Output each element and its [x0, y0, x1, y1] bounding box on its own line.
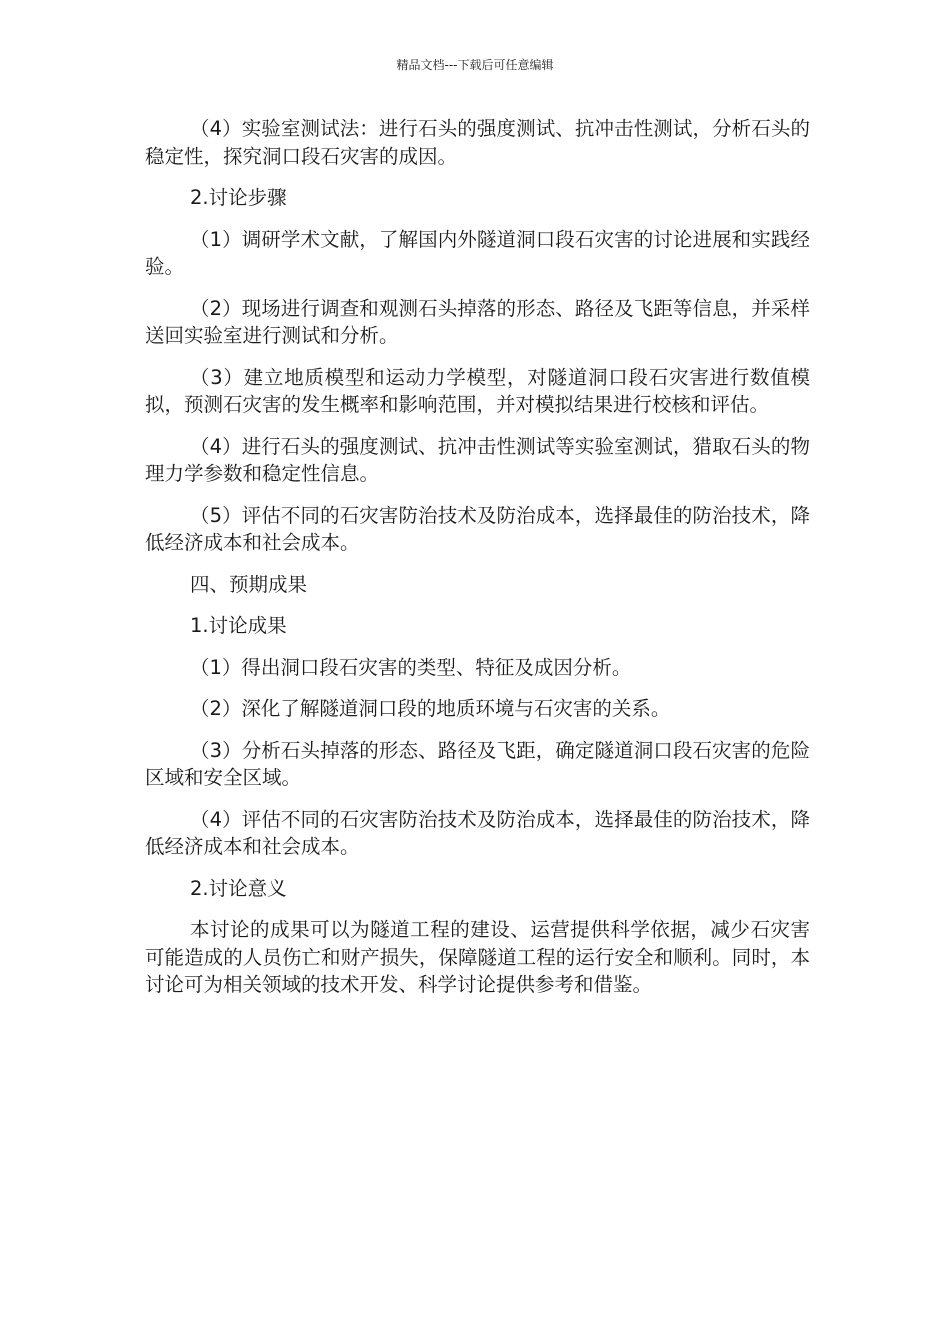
document-body	[145, 115, 810, 1013]
heading-discussion-significance: 2.讨论意义	[190, 876, 287, 900]
heading-discussion-results: 1.讨论成果	[190, 614, 287, 637]
result-2: （2）深化了解隧道洞口段的地质环境与石灾害的关系。	[190, 697, 671, 720]
result-4: （4）评估不同的石灾害防治技术及防治成本，选择最佳的防治技术，降低经济成本和社会成本。	[145, 807, 810, 858]
step-1-literature: （1）调研学术文献，了解国内外隧道洞口段石灾害的讨论进展和实践经验。	[145, 227, 810, 278]
paragraph-significance: 本讨论的成果可以为隧道工程的建设、运营提供科学依据，减少石灾害可能造成的人员伤亡和财产损失，保障隧道工程的运行安全和顺利。同时，本讨论可为相关领域的技术开发、科学讨论提供参考和借鉴。	[145, 918, 810, 996]
step-2-field-survey: （2）现场进行调查和观测石头掉落的形态、路径及飞距等信息，并采样送回实验室进行测试和分析。	[145, 296, 810, 347]
result-3: （3）分析石头掉落的形态、路径及飞距，确定隧道洞口段石灾害的危险区域和安全区域。	[145, 738, 810, 789]
result-1: （1）得出洞口段石灾害的类型、特征及成因分析。	[190, 655, 632, 679]
heading-discussion-steps: 2.讨论步骤	[190, 186, 287, 209]
paragraph-lab-test-method: （4）实验室测试法：进行石头的强度测试、抗冲击性测试，分析石头的稳定性，探究洞口段石灾害的成因。	[145, 117, 810, 168]
page-header: 精品文档---下载后可任意编辑	[396, 58, 554, 72]
step-3-modeling: （3）建立地质模型和运动力学模型，对隧道洞口段石灾害进行数值模拟，预测石灾害的发生概率和影响范围，并对模拟结果进行校核和评估。	[145, 365, 810, 416]
step-5-evaluation: （5）评估不同的石灾害防治技术及防治成本，选择最佳的防治技术，降低经济成本和社会成本。	[145, 503, 810, 554]
step-4-lab-testing: （4）进行石头的强度测试、抗冲击性测试等实验室测试，猎取石头的物理力学参数和稳定性信息。	[145, 434, 810, 485]
section-title-expected-results: 四、预期成果	[190, 572, 308, 596]
